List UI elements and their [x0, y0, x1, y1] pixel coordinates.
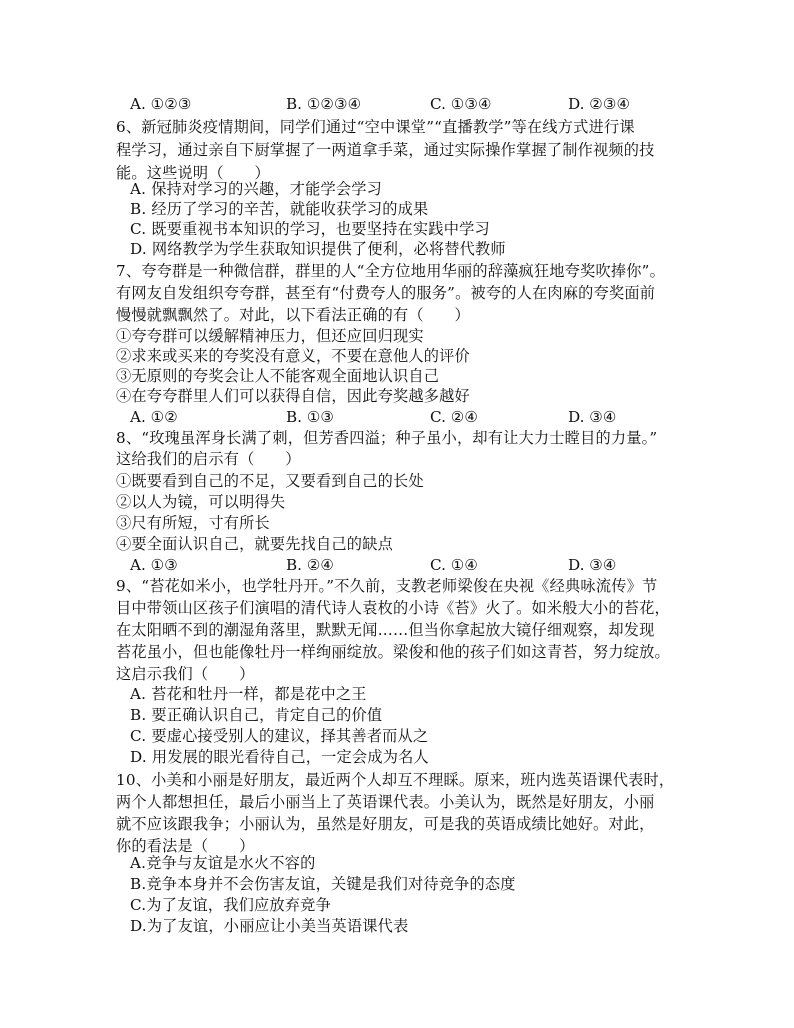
q8-option-c: C. ①④	[430, 556, 478, 574]
q9-stem-line: 目中带领山区孩子们演唱的清代诗人袁枚的小诗《苔》火了。如米般大小的苔花，	[116, 599, 670, 617]
q9-option-c: C. 要虚心接受别人的建议，择其善者而从之	[130, 727, 429, 745]
q7-statement: ③无原则的夸奖会让人不能客观全面地认识自己	[116, 367, 440, 385]
q8-option-b: B. ②④	[286, 556, 335, 574]
q10-stem-line: 10、小美和小丽是好朋友，最近两个人却互不理睬。原来，班内选英语课代表时，	[116, 771, 675, 789]
q10-option-b: B.竞争本身并不会伤害友谊，关键是我们对待竞争的态度	[130, 875, 516, 893]
q10-stem-line: 就不应该跟我争；小丽认为，虽然是好朋友，可是我的英语成绩比她好。对此，	[116, 815, 655, 833]
q7-statement: ①夸夸群可以缓解精神压力，但还应回归现实	[116, 327, 424, 345]
q6-option-a: A. 保持对学习的兴趣，才能学会学习	[130, 180, 383, 198]
q6-stem-line: 程学习，通过亲自下厨掌握了一两道拿手菜，通过实际操作掌握了制作视频的技	[116, 141, 655, 159]
q6-option-b: B. 经历了学习的辛苦，就能收获学习的成果	[130, 200, 429, 218]
q8-statement: ④要全面认识自己，就要先找自己的缺点	[116, 535, 393, 553]
q7-option-b: B. ①③	[286, 408, 335, 426]
q6-stem-line: 能。这些说明（ ）	[116, 164, 270, 182]
q7-option-d: D. ③④	[568, 408, 617, 426]
q8-statement: ③尺有所短，寸有所长	[116, 514, 270, 532]
q5-option-d: D. ②③④	[568, 95, 631, 113]
q8-statement: ②以人为镜，可以明得失	[116, 493, 286, 511]
q9-stem-line: 9、“苔花如米小，也学牡丹开。”不久前，支教老师梁俊在央视《经典咏流传》节	[116, 577, 658, 595]
q7-statement: ②求来或买来的夸奖没有意义，不要在意他人的评价	[116, 347, 470, 365]
q6-option-d: D. 网络教学为学生获取知识提供了便利，必将替代教师	[130, 240, 506, 258]
q7-statement: ④在夸夸群里人们可以获得自信，因此夸奖越多越好	[116, 387, 470, 405]
q9-stem-line: 这启示我们（ ）	[116, 665, 255, 683]
q6-stem-line: 6、新冠肺炎疫情期间，同学们通过“空中课堂”“直播教学”等在线方式进行课	[116, 118, 635, 136]
q7-stem-line: 有网友自发组织夸夸群，甚至有“付费夸人的服务”。被夸的人在肉麻的夸奖面前	[116, 284, 656, 302]
q8-stem-line: 8、“玫瑰虽浑身长满了刺，但芳香四溢；种子虽小，却有让大力士瞠目的力量。”	[116, 429, 658, 447]
q10-option-a: A.竞争与友谊是水火不容的	[130, 854, 316, 872]
q7-stem-line: 慢慢就飘飘然了。对此，以下看法正确的有（ ）	[116, 306, 470, 324]
q9-stem-line: 苔花虽小，但也能像牡丹一样绚丽绽放。梁俊和他的孩子们如这青苔，努力绽放。	[116, 643, 670, 661]
q8-option-d: D. ③④	[568, 556, 617, 574]
q5-option-c: C. ①③④	[430, 95, 492, 113]
q8-statement: ①既要看到自己的不足，又要看到自己的长处	[116, 472, 424, 490]
q8-stem-line: 这给我们的启示有（ ）	[116, 450, 301, 468]
q8-option-a: A. ①③	[130, 556, 178, 574]
q7-stem-line: 7、夸夸群是一种微信群，群里的人“全方位地用华丽的辞藻疯狂地夸奖吹捧你”。	[116, 262, 665, 280]
q9-option-b: B. 要正确认识自己，肯定自己的价值	[130, 706, 383, 724]
q9-stem-line: 在太阳晒不到的潮湿角落里，默默无闻……但当你拿起放大镜仔细观察，却发现	[116, 621, 655, 639]
q5-option-b: B. ①②③④	[286, 95, 362, 113]
q10-stem-line: 你的看法是（ ）	[116, 837, 255, 855]
q6-option-c: C. 既要重视书本知识的学习，也要坚持在实践中学习	[130, 220, 490, 238]
q9-option-a: A. 苔花和牡丹一样，都是花中之王	[130, 685, 367, 703]
q5-option-a: A. ①②③	[130, 95, 192, 113]
q10-stem-line: 两个人都想担任，最后小丽当上了英语课代表。小美认为，既然是好朋友，小丽	[116, 793, 655, 811]
q9-option-d: D. 用发展的眼光看待自己，一定会成为名人	[130, 748, 429, 766]
q10-option-c: C.为了友谊，我们应放弃竞争	[130, 896, 331, 914]
q7-option-a: A. ①②	[130, 408, 178, 426]
q10-option-d: D.为了友谊，小丽应让小美当英语课代表	[130, 917, 409, 935]
q7-option-c: C. ②④	[430, 408, 478, 426]
